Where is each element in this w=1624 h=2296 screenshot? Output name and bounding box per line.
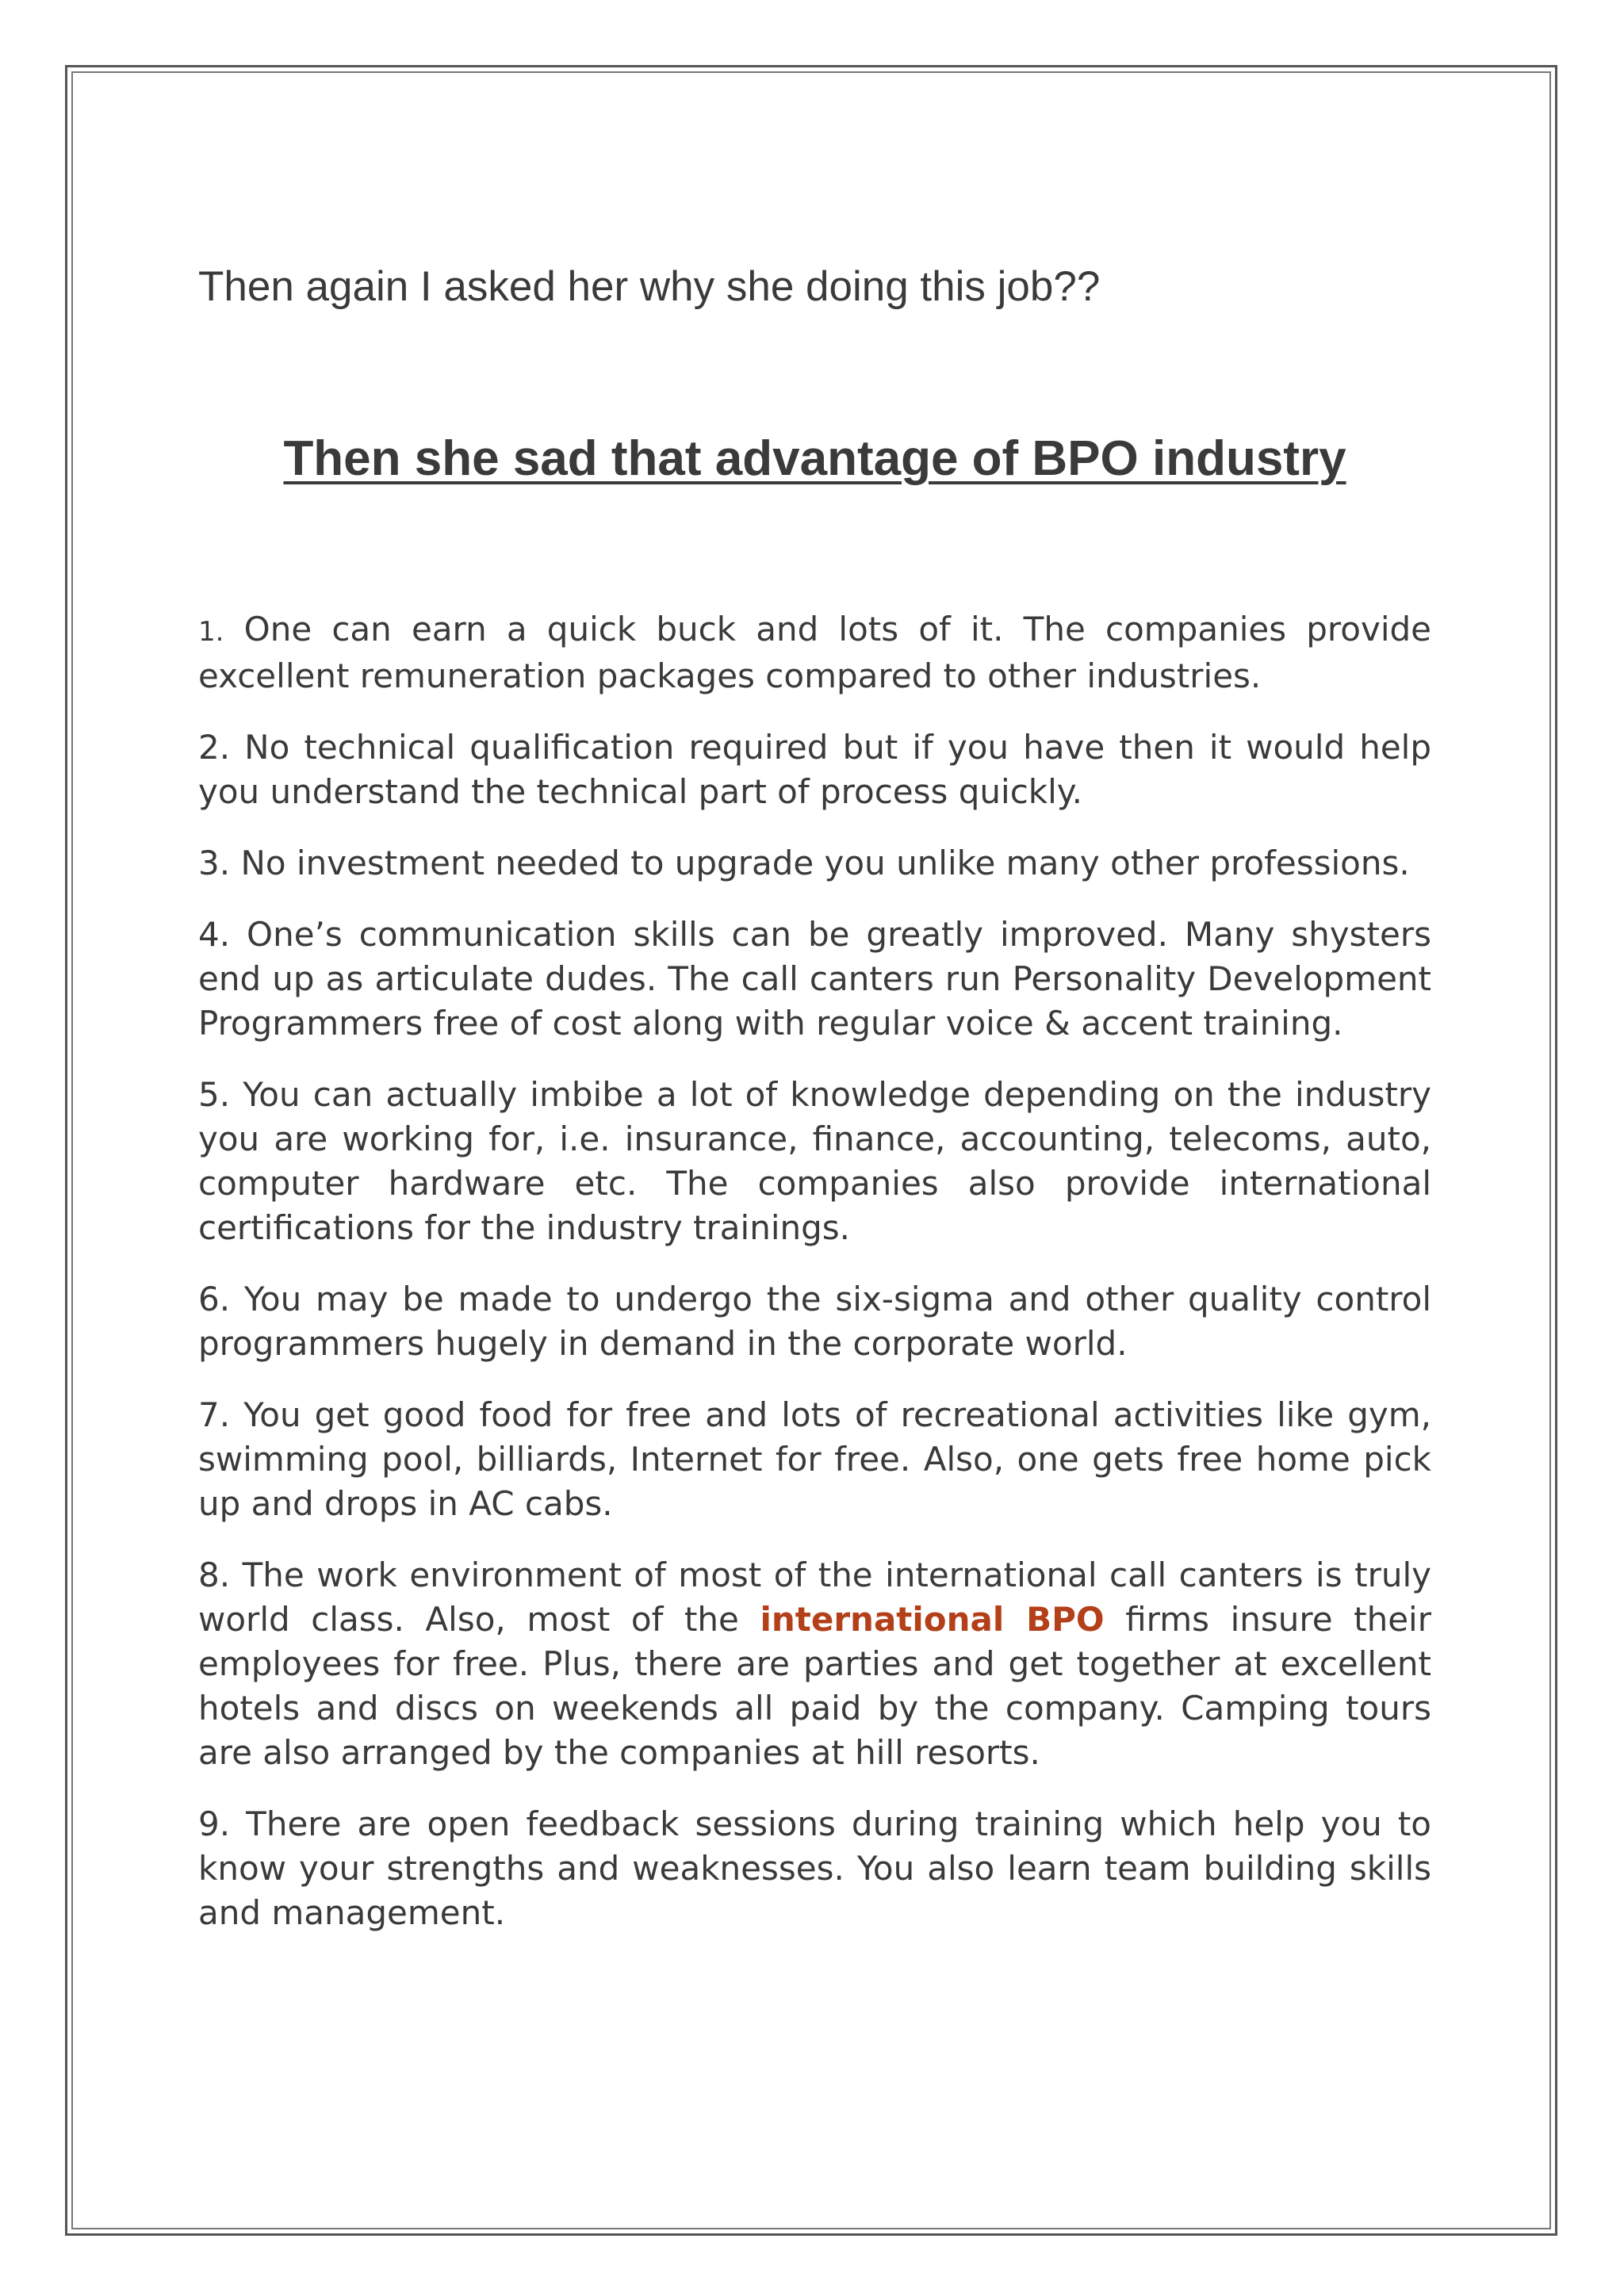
list-item [198,607,1431,698]
list-item [198,725,1431,814]
advantages-list [198,607,1431,1935]
item-text: No investment needed to upgrade you unlike many other professions. [240,843,1410,882]
list-item [198,841,1431,886]
item-text: You can actually imbibe a lot of knowledge depending on the industry you are working for, i.e. insurance, finance, accounting, telecoms, auto, computer hardware etc. The companies also provide international certifications for the industry trainings. [198,1074,1431,1247]
item-text: You may be made to undergo the six-sigma and other quality control programmers hugely in demand in the corporate world. [198,1279,1431,1363]
item-number: 2. [198,727,231,767]
item-text: There are open feedback sessions during training which help you to know your strengths and weaknesses. You also learn team building skills and management. [198,1804,1431,1932]
list-item [198,1393,1431,1526]
item-number: 1. [198,615,224,648]
item-number: 3. [198,843,231,882]
list-item [198,1277,1431,1366]
section-heading: Then she sad that advantage of BPO industry [283,430,1346,486]
list-item [198,1802,1431,1935]
intro-line: Then again I asked her why she doing this job?? [198,263,1101,310]
list-item [198,1553,1431,1775]
item-text: No technical qualification required but if you have then it would help you understand the technical part of process quickly. [198,727,1431,811]
list-item [198,913,1431,1046]
item-number: 9. [198,1804,231,1843]
item-text: You get good food for free and lots of recreational activities like gym, swimming pool, billiards, Internet for free. Also, one gets free home pick up and drops in AC cabs. [198,1395,1431,1523]
item-text-before: The work environment of most of the international call canters is truly world class. Also, most of the [198,1555,1431,1639]
item-text-after: firms insure their employees for free. Plus, there are parties and get together at excellent hotels and discs on weekends all paid by the company. Camping tours are also arranged by the companies at hill resorts. [198,1599,1431,1772]
item-number: 7. [198,1395,231,1434]
list-item [198,1073,1431,1250]
document-content [198,262,1431,1962]
item-number: 5. [198,1074,231,1114]
item-text: One’s communication skills can be greatly improved. Many shysters end up as articulate dudes. The call canters run Personality Development Programmers free of cost along with regular voice & accent training. [198,914,1432,1043]
item-number: 6. [198,1279,231,1318]
item-number: 4. [198,914,231,954]
international-bpo-link[interactable]: international BPO [760,1599,1105,1639]
item-text: One can earn a quick buck and lots of it. The companies provide excellent remuneration packages compared to other industries. [198,609,1431,695]
item-number: 8. [198,1555,231,1594]
